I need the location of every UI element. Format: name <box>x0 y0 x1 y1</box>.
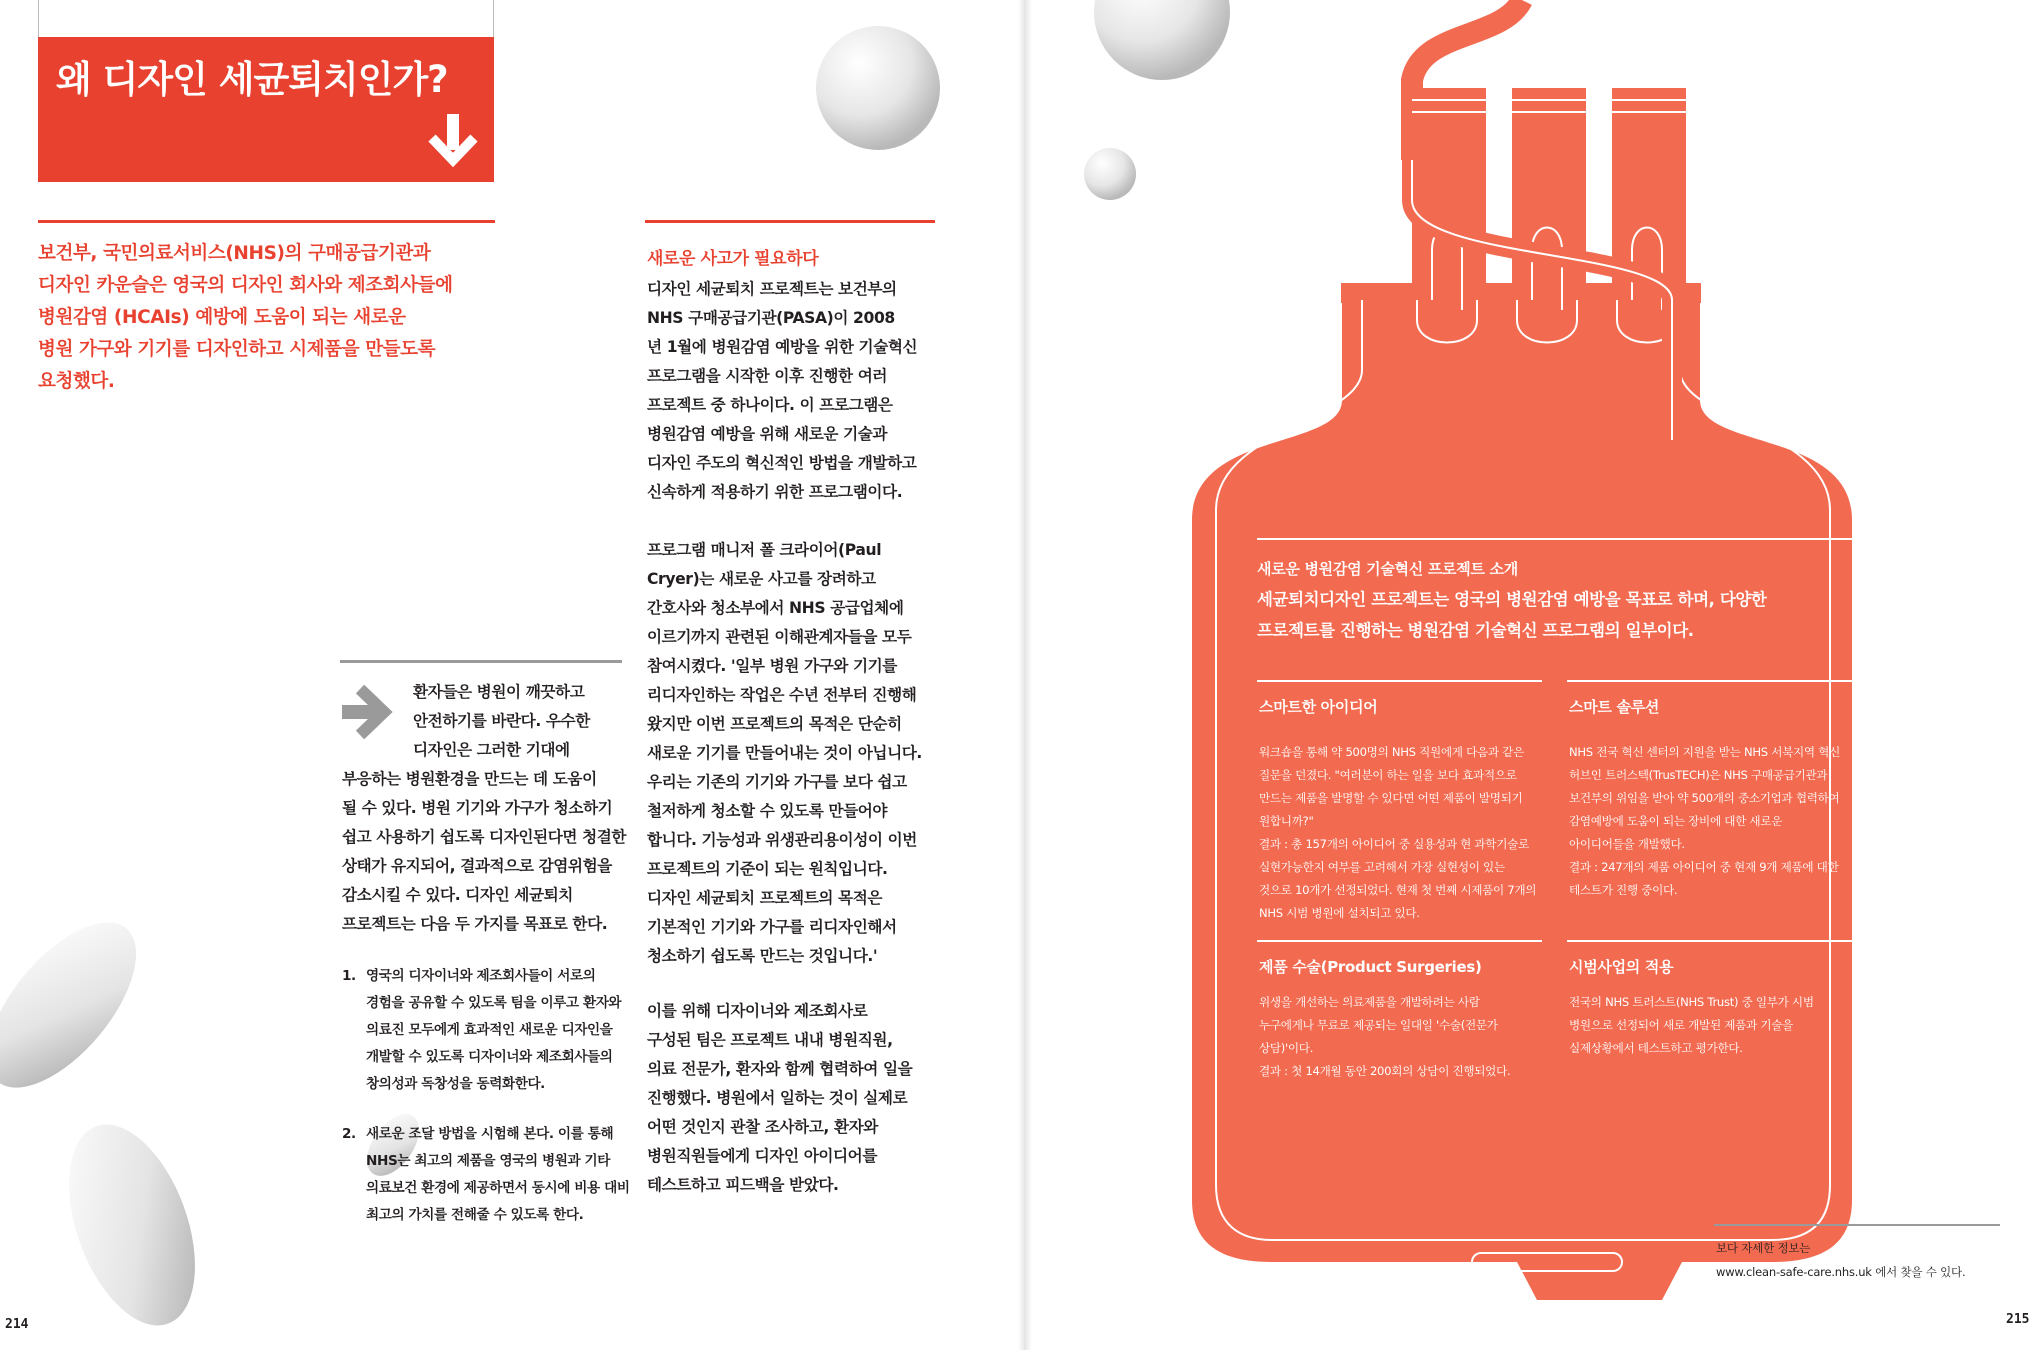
body-line: 병원감염 예방을 위해 새로운 기술과 <box>647 425 888 443</box>
lead-rule <box>38 220 495 223</box>
section-rule <box>1257 940 1542 942</box>
body-line: 디자인 세균퇴치 프로젝트는 보건부의 <box>647 280 897 298</box>
body-line: 구성된 팀은 프로젝트 내내 병원직원, <box>647 1031 893 1049</box>
body-line: 년 1월에 병원감염 예방을 위한 기술혁신 <box>647 338 918 356</box>
card-top-rule <box>1257 538 1853 540</box>
section-heading: 제품 수술(Product Surgeries) <box>1259 958 1482 976</box>
blood-bag-illustration <box>1032 0 2041 1350</box>
section-line: 실제상황에서 테스트하고 평가한다. <box>1569 1041 1743 1055</box>
section-body <box>1259 741 1536 925</box>
section-smart-idea <box>1259 696 1536 925</box>
section-rule <box>1567 940 1853 942</box>
section-line: 실현가능한지 여부를 고려해서 가장 실현성이 있는 <box>1259 860 1505 874</box>
body-line: 참여시켰다. '일부 병원 가구와 기기를 <box>647 657 897 675</box>
column-paragraph-1 <box>647 275 917 507</box>
lead-line: 병원감염 (HCAIs) 예방에 도움이 되는 새로운 <box>38 307 406 328</box>
pull-quote-indented <box>413 678 590 765</box>
page-number: 215 <box>2006 1312 2030 1327</box>
body-line: 우리는 기존의 기기와 가구를 보다 쉽고 <box>647 773 907 791</box>
lead-line: 디자인 카운슬은 영국의 디자인 회사와 제조회사들에 <box>38 275 453 296</box>
body-line: 리디자인하는 작업은 수년 전부터 진행해 <box>647 686 917 704</box>
body-line: 병원직원들에게 디자인 아이디어를 <box>647 1147 878 1165</box>
quote-line: 디자인은 그러한 기대에 <box>413 741 570 759</box>
arrow-right-icon <box>340 685 400 739</box>
list-line: 개발할 수 있도록 디자이너와 제조회사들의 <box>366 1049 613 1065</box>
body-line: 프로젝트 중 하나이다. 이 프로그램은 <box>647 396 893 414</box>
body-line: Cryer)는 새로운 사고를 장려하고 <box>647 570 876 588</box>
section-line: 위생을 개선하는 의료제품을 개발하려는 사람 <box>1259 995 1480 1009</box>
section-line: NHS 전국 혁신 센터의 지원을 받는 NHS 서북지역 혁신 <box>1569 745 1840 759</box>
section-line: 만드는 제품을 발명할 수 있다면 어떤 제품이 발명되기 <box>1259 791 1523 805</box>
section-body <box>1569 741 1840 902</box>
body-line: 디자인 주도의 혁신적인 방법을 개발하고 <box>647 454 917 472</box>
section-line: 아이디어들을 개발했다. <box>1569 837 1685 851</box>
body-line: 왔지만 이번 프로젝트의 목적은 단순히 <box>647 715 902 733</box>
pull-quote-body <box>342 765 626 939</box>
section-line: 것으로 10개가 선정되었다. 현재 첫 번째 시제품이 7개의 <box>1259 883 1537 897</box>
section-line: 테스트가 진행 중이다. <box>1569 883 1678 897</box>
info-rule <box>1714 1224 2000 1226</box>
section-line: 허브인 트러스텍(TrusTECH)은 NHS 구매공급기관과 <box>1569 768 1828 782</box>
quote-line: 상태가 유지되어, 결과적으로 감염위험을 <box>342 857 612 875</box>
list-item-number: 2. <box>342 1126 356 1142</box>
section-heading: 시범사업의 적용 <box>1569 958 1674 976</box>
list-line: 새로운 조달 방법을 시험해 본다. 이를 통해 <box>366 1126 614 1142</box>
body-line: 합니다. 기능성과 위생관리용이성이 이번 <box>647 831 917 849</box>
section-line: 누구에게나 무료로 제공되는 일대일 '수술(전문가 <box>1259 1018 1498 1032</box>
section-line: 결과 : 총 157개의 아이디어 중 실용성과 현 과학기술로 <box>1259 837 1529 851</box>
section-line: NHS 시범 병원에 설치되고 있다. <box>1259 906 1420 920</box>
quote-rule <box>340 660 622 663</box>
list-item <box>366 963 621 1098</box>
quote-line: 될 수 있다. 병원 기기와 가구가 청소하기 <box>342 799 613 817</box>
title-banner <box>38 37 494 182</box>
body-line: 신속하게 적용하기 위한 프로그램이다. <box>647 483 903 501</box>
arrow-down-icon <box>428 112 478 167</box>
body-line: NHS 구매공급기관(PASA)이 2008 <box>647 309 895 327</box>
body-line: 이를 위해 디자이너와 제조회사로 <box>647 1002 868 1020</box>
page-title: 왜 디자인 세균퇴치인가? <box>56 58 448 101</box>
column-paragraph-2 <box>647 536 922 971</box>
card-intro <box>1257 584 1766 646</box>
section-line: 감염예방에 도움이 되는 장비에 대한 새로운 <box>1569 814 1783 828</box>
body-line: 테스트하고 피드백을 받았다. <box>647 1176 839 1194</box>
body-line: 의료 전문가, 환자와 함께 협력하여 일을 <box>647 1060 913 1078</box>
body-line: 디자인 세균퇴치 프로젝트의 목적은 <box>647 889 883 907</box>
list-line: 의료보건 환경에 제공하면서 동시에 비용 대비 <box>366 1180 630 1196</box>
lead-line: 병원 가구와 기기를 디자인하고 시제품을 만들도록 <box>38 339 436 360</box>
column-paragraph-3 <box>647 997 912 1200</box>
section-rule <box>1257 680 1542 682</box>
section-line: 병원으로 선정되어 새로 개발된 제품과 기술을 <box>1569 1018 1794 1032</box>
page-number: 214 <box>5 1317 29 1332</box>
section-product-surgeries <box>1259 956 1510 1083</box>
more-info <box>1716 1236 1965 1284</box>
section-body <box>1259 991 1510 1083</box>
section-line: 원합니까?" <box>1259 814 1314 828</box>
column-heading: 새로운 사고가 필요하다 <box>647 249 819 269</box>
list-line: 최고의 가치를 전해줄 수 있도록 한다. <box>366 1207 584 1223</box>
quote-line: 안전하기를 바란다. 우수한 <box>413 712 590 730</box>
section-heading: 스마트한 아이디어 <box>1259 698 1378 716</box>
info-url[interactable]: www.clean-safe-care.nhs.uk 에서 찾을 수 있다. <box>1716 1265 1966 1279</box>
body-line: 기본적인 기기와 가구를 리디자인해서 <box>647 918 897 936</box>
body-line: 어떤 것인지 관찰 조사하고, 환자와 <box>647 1118 878 1136</box>
body-line: 프로그램 매니저 폴 크라이어(Paul <box>647 541 882 559</box>
body-line: 프로젝트의 기준이 되는 원칙입니다. <box>647 860 888 878</box>
column-rule <box>645 220 935 223</box>
quote-line: 프로젝트는 다음 두 가지를 목표로 한다. <box>342 915 608 933</box>
body-line: 이르기까지 관련된 이해관계자들을 모두 <box>647 628 912 646</box>
body-line: 새로운 기기를 만들어내는 것이 아닙니다. <box>647 744 922 762</box>
section-pilot-application <box>1569 956 1814 1060</box>
section-line: 보건부의 위임을 받아 약 500개의 중소기업과 협력하여 <box>1569 791 1840 805</box>
list-item <box>366 1121 630 1229</box>
info-line: 보다 자세한 정보는 <box>1716 1241 1811 1255</box>
section-line: 결과 : 첫 14개월 동안 200회의 상담이 진행되었다. <box>1259 1064 1511 1078</box>
section-line: 질문을 던졌다. "여러분이 하는 일을 보다 효과적으로 <box>1259 768 1517 782</box>
body-line: 철저하게 청소할 수 있도록 만들어야 <box>647 802 888 820</box>
lead-paragraph <box>38 238 478 398</box>
section-smart-solution <box>1569 696 1840 902</box>
body-line: 진행했다. 병원에서 일하는 것이 실제로 <box>647 1089 908 1107</box>
lead-line: 보건부, 국민의료서비스(NHS)의 구매공급기관과 <box>38 243 431 264</box>
section-line: 전국의 NHS 트러스트(NHS Trust) 중 일부가 시범 <box>1569 995 1814 1009</box>
body-line: 프로그램을 시작한 이후 진행한 여러 <box>647 367 888 385</box>
lead-line: 요청했다. <box>38 371 115 392</box>
section-line: 결과 : 247개의 제품 아이디어 중 현재 9개 제품에 대한 <box>1569 860 1839 874</box>
section-line: 상담)'이다. <box>1259 1041 1314 1055</box>
card-intro-line: 세균퇴치디자인 프로젝트는 영국의 병원감염 예방을 목표로 하며, 다양한 <box>1257 590 1767 609</box>
list-item-number: 1. <box>342 968 356 984</box>
list-line: 창의성과 독창성을 동력화한다. <box>366 1076 545 1092</box>
body-line: 간호사와 청소부에서 NHS 공급업체에 <box>647 599 904 617</box>
quote-line: 감소시킬 수 있다. 디자인 세균퇴치 <box>342 886 573 904</box>
list-line: 영국의 디자이너와 제조회사들이 서로의 <box>366 968 596 984</box>
section-rule <box>1567 680 1853 682</box>
list-line: 의료진 모두에게 효과적인 새로운 디자인을 <box>366 1022 613 1038</box>
page-gutter <box>1018 0 1032 1350</box>
quote-line: 부응하는 병원환경을 만드는 데 도움이 <box>342 770 597 788</box>
list-line: NHS는 최고의 제품을 영국의 병원과 기타 <box>366 1153 610 1169</box>
body-line: 청소하기 쉽도록 만드는 것입니다.' <box>647 947 878 965</box>
card-title: 새로운 병원감염 기술혁신 프로젝트 소개 <box>1257 560 1518 578</box>
quote-line: 쉽고 사용하기 쉽도록 디자인된다면 청결한 <box>342 828 627 846</box>
card-intro-line: 프로젝트를 진행하는 병원감염 기술혁신 프로그램의 일부이다. <box>1257 621 1694 640</box>
list-line: 경험을 공유할 수 있도록 팀을 이루고 환자와 <box>366 995 622 1011</box>
section-body <box>1569 991 1814 1060</box>
quote-line: 환자들은 병원이 깨끗하고 <box>413 683 585 701</box>
title-tab <box>38 0 494 37</box>
title-block <box>38 0 494 182</box>
section-heading: 스마트 솔루션 <box>1569 698 1660 716</box>
section-line: 워크숍을 통해 약 500명의 NHS 직원에게 다음과 같은 <box>1259 745 1524 759</box>
